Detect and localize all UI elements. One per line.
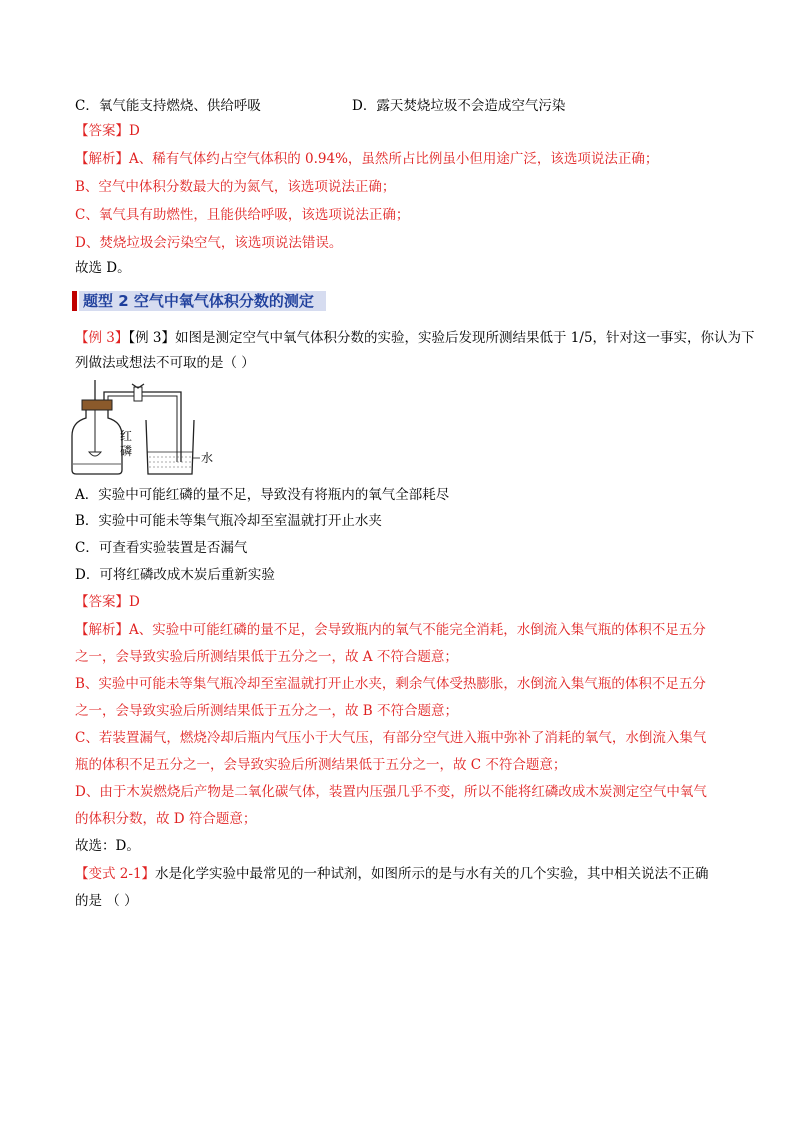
variant-label: 【变式 2-1】 xyxy=(75,866,156,882)
variant-question xyxy=(75,864,709,884)
analysis-line: 【解析】A、稀有气体约占空气体积的 0.94%，虽然所占比例虽小但用途广泛，该选项说法正确； xyxy=(75,151,659,167)
example-label: 【例 3】 xyxy=(75,330,129,346)
option-a: A．实验中可能红磷的量不足，导致没有将瓶内的氧气全部耗尽 xyxy=(75,487,450,503)
analysis-line: 瓶的体积不足五分之一，会导致实验后所测结果低于五分之一，故 C 不符合题意； xyxy=(75,757,567,773)
option-c: C．氧气能支持燃烧、供给呼吸 xyxy=(75,98,261,114)
water-hatching xyxy=(149,457,191,467)
beaker xyxy=(146,420,194,474)
analysis-line: 之一，会导致实验后所测结果低于五分之一，故 A 不符合题意； xyxy=(75,649,458,665)
analysis-line: 【解析】A、实验中可能红磷的量不足，会导致瓶内的氧气不能完全消耗，水倒流入集气瓶的体积不足五分 xyxy=(75,622,706,638)
analysis-line: 的体积分数，故 D 符合题意； xyxy=(75,811,257,827)
question-stem xyxy=(75,328,755,348)
connecting-tube xyxy=(104,392,181,462)
question-stem-2: 列做法或想法不可取的是（ ） xyxy=(75,355,255,371)
stem-text: 【例 3】如图是测定空气中氧气体积分数的实验，实验后发现所测结果低于 1/5，针对这一事实，你认为下 xyxy=(128,330,755,346)
option-c: C．可查看实验装置是否漏气 xyxy=(75,540,248,556)
answer-label: 【答案】D xyxy=(75,123,140,139)
variant-text: 水是化学实验中最常见的一种试剂，如图所示的是与水有关的几个实验，其中相关说法不正确 xyxy=(155,866,709,882)
rubber-stopper xyxy=(82,400,112,410)
combustion-spoon xyxy=(89,452,101,456)
heading-accent-bar xyxy=(72,291,77,311)
variant-question-2: 的是 （ ） xyxy=(75,893,138,909)
analysis-line: D、由于木炭燃烧后产物是二氧化碳气体，装置内压强几乎不变，所以不能将红磷改成木炭测定空气中氧气 xyxy=(75,784,707,800)
analysis-line: C、若装置漏气，燃烧冷却后瓶内气压小于大气压，有部分空气进入瓶中弥补了消耗的氧气，水倒流入集气 xyxy=(75,730,707,746)
analysis-line: B、实验中可能未等集气瓶冷却至室温就打开止水夹，剩余气体受热膨胀，水倒流入集气瓶的体积不足五分 xyxy=(75,676,706,692)
conclusion: 故选 D。 xyxy=(75,260,131,276)
water-clamp xyxy=(134,387,142,401)
label-phosphorus: 磷 xyxy=(120,444,133,458)
option-b: B．实验中可能未等集气瓶冷却至室温就打开止水夹 xyxy=(75,513,382,529)
apparatus-diagram xyxy=(70,378,220,478)
label-red: 红 xyxy=(120,429,133,443)
analysis-line: C、氧气具有助燃性，且能供给呼吸，该选项说法正确； xyxy=(75,207,410,223)
analysis-line: D、焚烧垃圾会污染空气，该选项说法错误。 xyxy=(75,235,343,251)
analysis-line: 之一，会导致实验后所测结果低于五分之一，故 B 不符合题意； xyxy=(75,703,459,719)
analysis-line: B、空气中体积分数最大的为氮气，该选项说法正确； xyxy=(75,179,396,195)
option-d: D．露天焚烧垃圾不会造成空气污染 xyxy=(352,98,566,114)
conclusion: 故选：D。 xyxy=(75,838,140,854)
section-heading: 题型 2 空气中氧气体积分数的测定 xyxy=(79,291,326,311)
label-water: 水 xyxy=(201,451,214,465)
answer-label: 【答案】D xyxy=(75,594,140,610)
option-d: D．可将红磷改成木炭后重新实验 xyxy=(75,567,275,583)
